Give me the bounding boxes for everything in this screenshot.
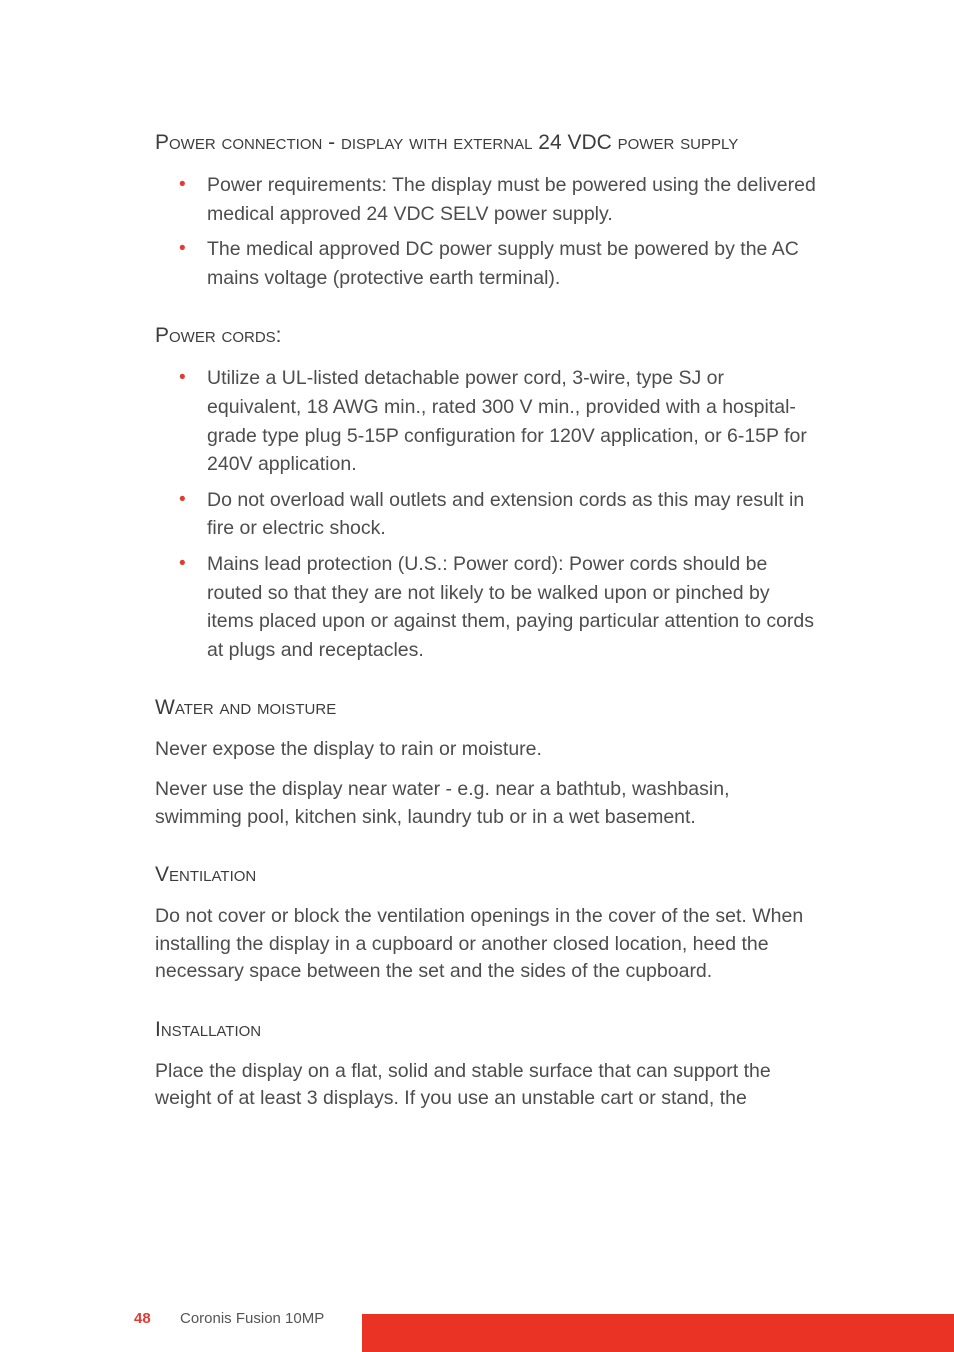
section-ventilation xyxy=(155,859,820,986)
section-heading: Water and moisture xyxy=(155,696,337,720)
section-heading: Power cords: xyxy=(155,324,282,348)
list-item-text: Mains lead protection (U.S.: Power cord): Power cords should be routed so that they are not likely to be walked upon or pinched by items placed upon or against them, paying particular attention to cords at plugs and receptacles. xyxy=(207,552,815,661)
bullet-icon: • xyxy=(179,174,186,195)
section-heading: Ventilation xyxy=(155,863,257,887)
paragraph: Do not cover or block the ventilation openings in the cover of the set. When installing the display in a cupboard or another closed location, heed the necessary space between the set and the sides of the cupboard. xyxy=(155,905,804,983)
section-heading: Installation xyxy=(155,1017,262,1041)
paragraph: Never use the display near water - e.g. near a bathtub, washbasin, swimming pool, kitchen sink, laundry tub or in a wet basement. xyxy=(155,777,730,828)
section-power-connection xyxy=(155,127,820,292)
bullet-icon: • xyxy=(179,367,186,389)
list-item-text: Do not overload wall outlets and extension cords as this may result in fire or electric shock. xyxy=(207,488,805,540)
bullet-list xyxy=(155,364,820,664)
list-item xyxy=(179,486,820,543)
bullet-icon: • xyxy=(179,488,186,510)
section-power-cords xyxy=(155,320,820,664)
bullet-list xyxy=(155,171,820,292)
section-installation xyxy=(155,1014,820,1113)
list-item-text: Utilize a UL-listed detachable power cord, 3-wire, type SJ or equivalent, 18 AWG min., rated 300 V min., provided with a hospital-grade type plug 5-15P configuration for 120V application, or 6-15P for 240V application. xyxy=(207,367,807,476)
paragraph: Never expose the display to rain or moisture. xyxy=(155,738,542,761)
list-item-text: The medical approved DC power supply must be powered by the AC mains voltage (protective earth terminal). xyxy=(207,238,799,289)
section-heading: Power connection - display with external 24 VDC power supply xyxy=(155,131,739,154)
list-item xyxy=(179,550,820,664)
footer-doc-title: Coronis Fusion 10MP xyxy=(180,1310,325,1327)
paragraph: Place the display on a flat, solid and stable surface that can support the weight of at least 3 displays. If you use an unstable cart or stand, the xyxy=(155,1059,771,1110)
list-item xyxy=(179,235,820,292)
page-number: 48 xyxy=(134,1310,151,1327)
footer-accent-bar xyxy=(362,1314,954,1352)
bullet-icon: • xyxy=(179,238,186,260)
section-water-moisture xyxy=(155,692,820,831)
bullet-icon: • xyxy=(179,552,186,574)
list-item xyxy=(179,171,820,228)
list-item xyxy=(179,364,820,478)
page-content xyxy=(155,127,820,1141)
list-item-text: Power requirements: The display must be powered using the delivered medical approved 24 VDC SELV power supply. xyxy=(207,174,816,225)
